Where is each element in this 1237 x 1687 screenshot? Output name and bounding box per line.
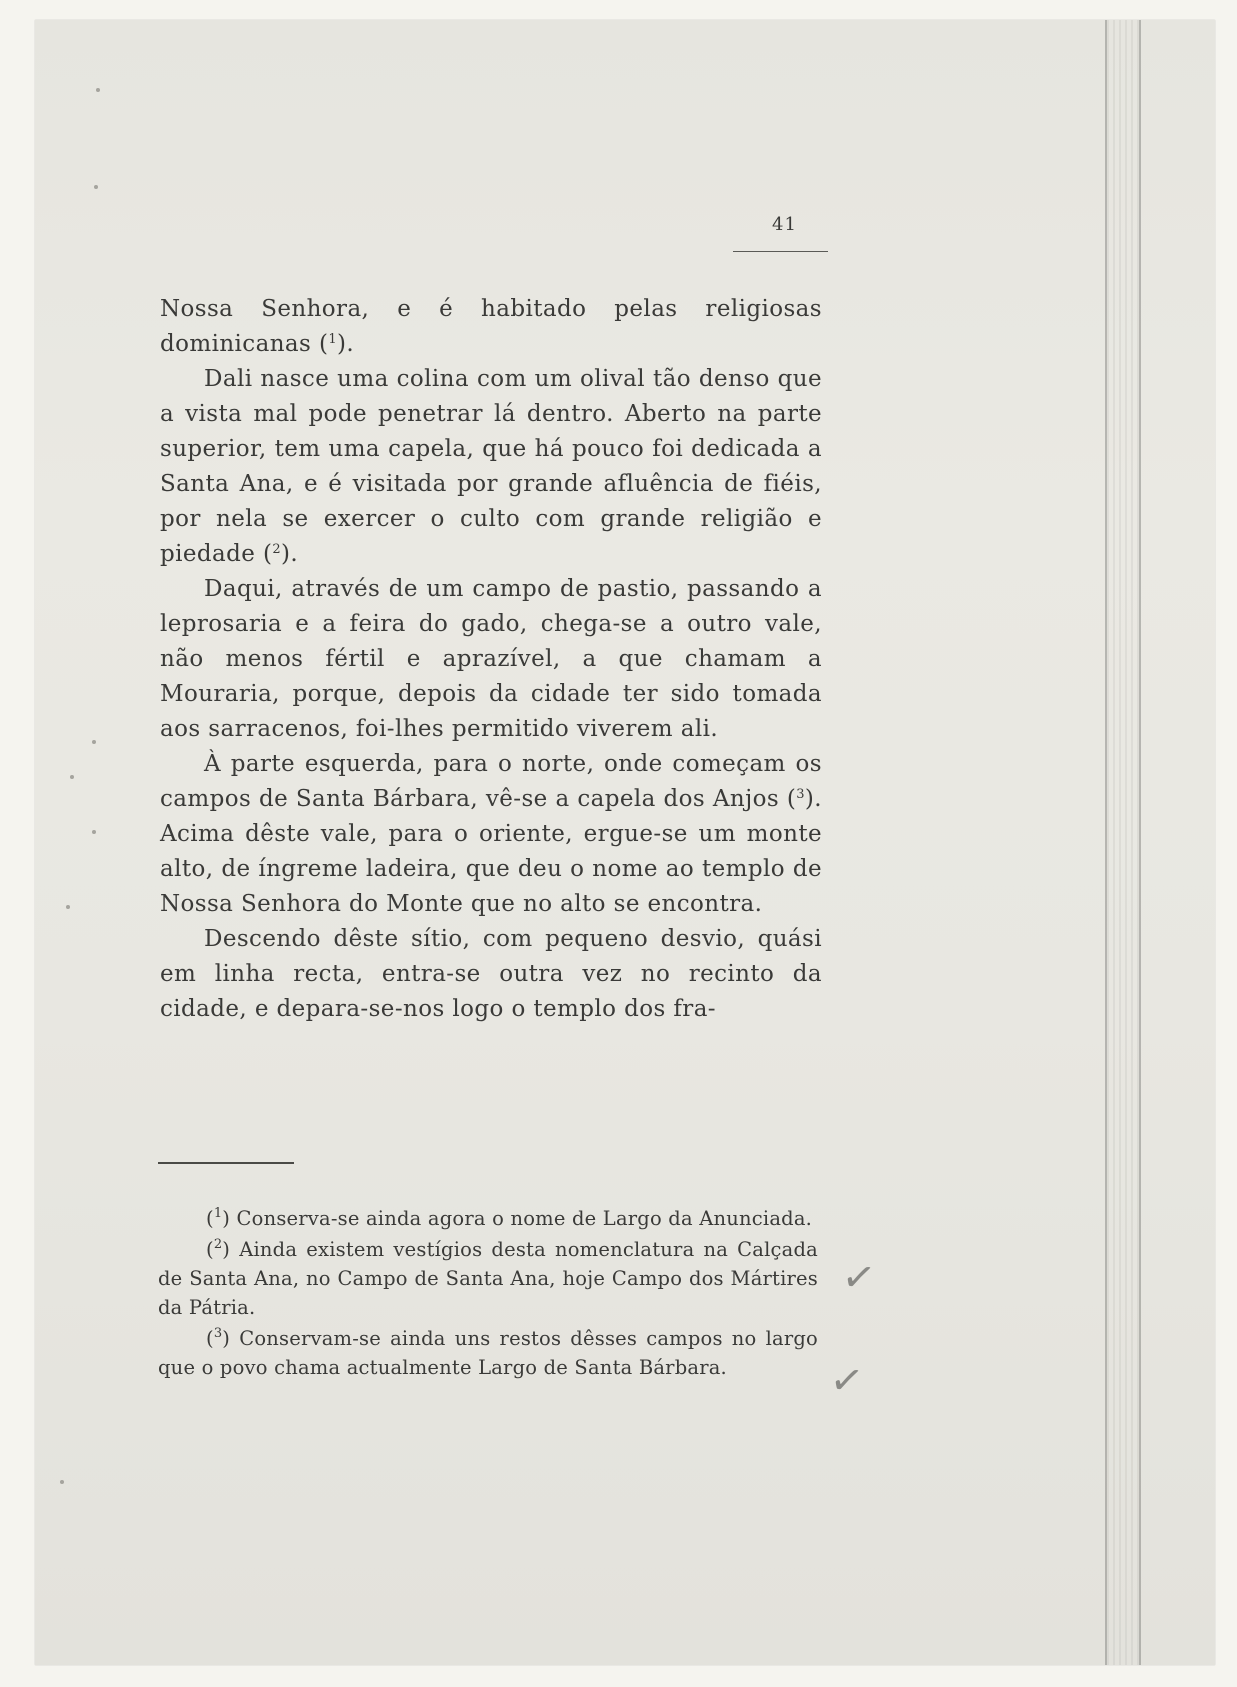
paragraph-text: Nossa Senhora, e é habitado pelas religiosas dominicanas (	[160, 296, 822, 357]
dust-speck	[92, 830, 96, 834]
body-text	[160, 292, 822, 1027]
paragraph-text: Daqui, através de um campo de pastio, passando a leprosaria e a feira do gado, chega-se a outro vale, não menos fértil e aprazível, a que chamam a Mouraria, porque, depois da cidade ter sido tomada aos sarracenos, foi-lhes permitido viverem ali.	[160, 576, 822, 742]
dust-speck	[94, 185, 98, 189]
dust-speck	[66, 905, 70, 909]
page-number: 41	[772, 214, 797, 235]
paragraph	[160, 922, 822, 1027]
footnote: ($^2$) Ainda existem vestígios desta nomenclatura na Calçada de Santa Ana, no Campo de Santa Ana, hoje Campo dos Mártires da Pátria.	[158, 1237, 818, 1319]
footnote: ($^1$) Conserva-se ainda agora o nome de Largo da Anunciada.	[206, 1206, 813, 1230]
paragraph-text: Dali nasce uma colina com um olival tão denso que a vista mal pode penetrar lá dentro. Aberto na parte superior, tem uma capela, que há pouco foi dedicada a Santa Ana, e é visitada por grande afluência de fiéis, por nela se exercer o culto com grande religião e piedade (	[160, 366, 822, 567]
paragraph	[160, 292, 822, 362]
paragraph	[160, 572, 822, 747]
footnote-marker: 3	[213, 1326, 223, 1341]
dust-speck	[96, 88, 100, 92]
paragraph-text: ).	[336, 331, 355, 357]
paragraph-text: ). Acima dêste vale, para o oriente, ergue-se um monte alto, de íngreme ladeira, que deu o nome ao templo de Nossa Senhora do Monte que no alto se encontra.	[160, 786, 822, 917]
footnote-text: Conserva-se ainda agora o nome de Largo da Anunciada.	[236, 1207, 813, 1230]
footnote-reference: 3	[796, 787, 805, 802]
check-mark-icon: ✓	[826, 1355, 867, 1407]
paragraph-text: ).	[281, 541, 299, 567]
page-number-rule	[733, 251, 828, 252]
footnote-text: Ainda existem vestígios desta nomenclatura na Calçada de Santa Ana, no Campo de Santa Ana, hoje Campo dos Mártires da Pátria.	[158, 1238, 818, 1319]
footnote-marker: 1	[213, 1206, 223, 1221]
footnote-marker: 2	[213, 1237, 223, 1252]
paragraph-text: Descendo dêste sítio, com pequeno desvio, quási em linha recta, entra-se outra vez no recinto da cidade, e depara-se-nos logo o templo dos fra-	[160, 926, 822, 1022]
footnote-text: Conservam-se ainda uns restos dêsses campos no largo que o povo chama actualmente Largo de Santa Bárbara.	[158, 1327, 818, 1379]
paragraph	[160, 747, 822, 922]
footnote-separator	[158, 1162, 294, 1164]
paragraph	[160, 362, 822, 572]
dust-speck	[60, 1480, 64, 1484]
dust-speck	[92, 740, 96, 744]
check-mark-icon: ✓	[838, 1252, 879, 1304]
footnotes	[158, 1204, 818, 1384]
dust-speck	[70, 775, 74, 779]
footnote-reference: 1	[328, 332, 337, 347]
paragraph-text: À parte esquerda, para o norte, onde começam os campos de Santa Bárbara, vê-se a capela dos Anjos (	[160, 751, 822, 812]
footnote: ($^3$) Conservam-se ainda uns restos dêsses campos no largo que o povo chama actualmente Largo de Santa Bárbara.	[158, 1326, 818, 1379]
binding-edge	[1105, 20, 1141, 1665]
footnote-reference: 2	[272, 542, 282, 557]
